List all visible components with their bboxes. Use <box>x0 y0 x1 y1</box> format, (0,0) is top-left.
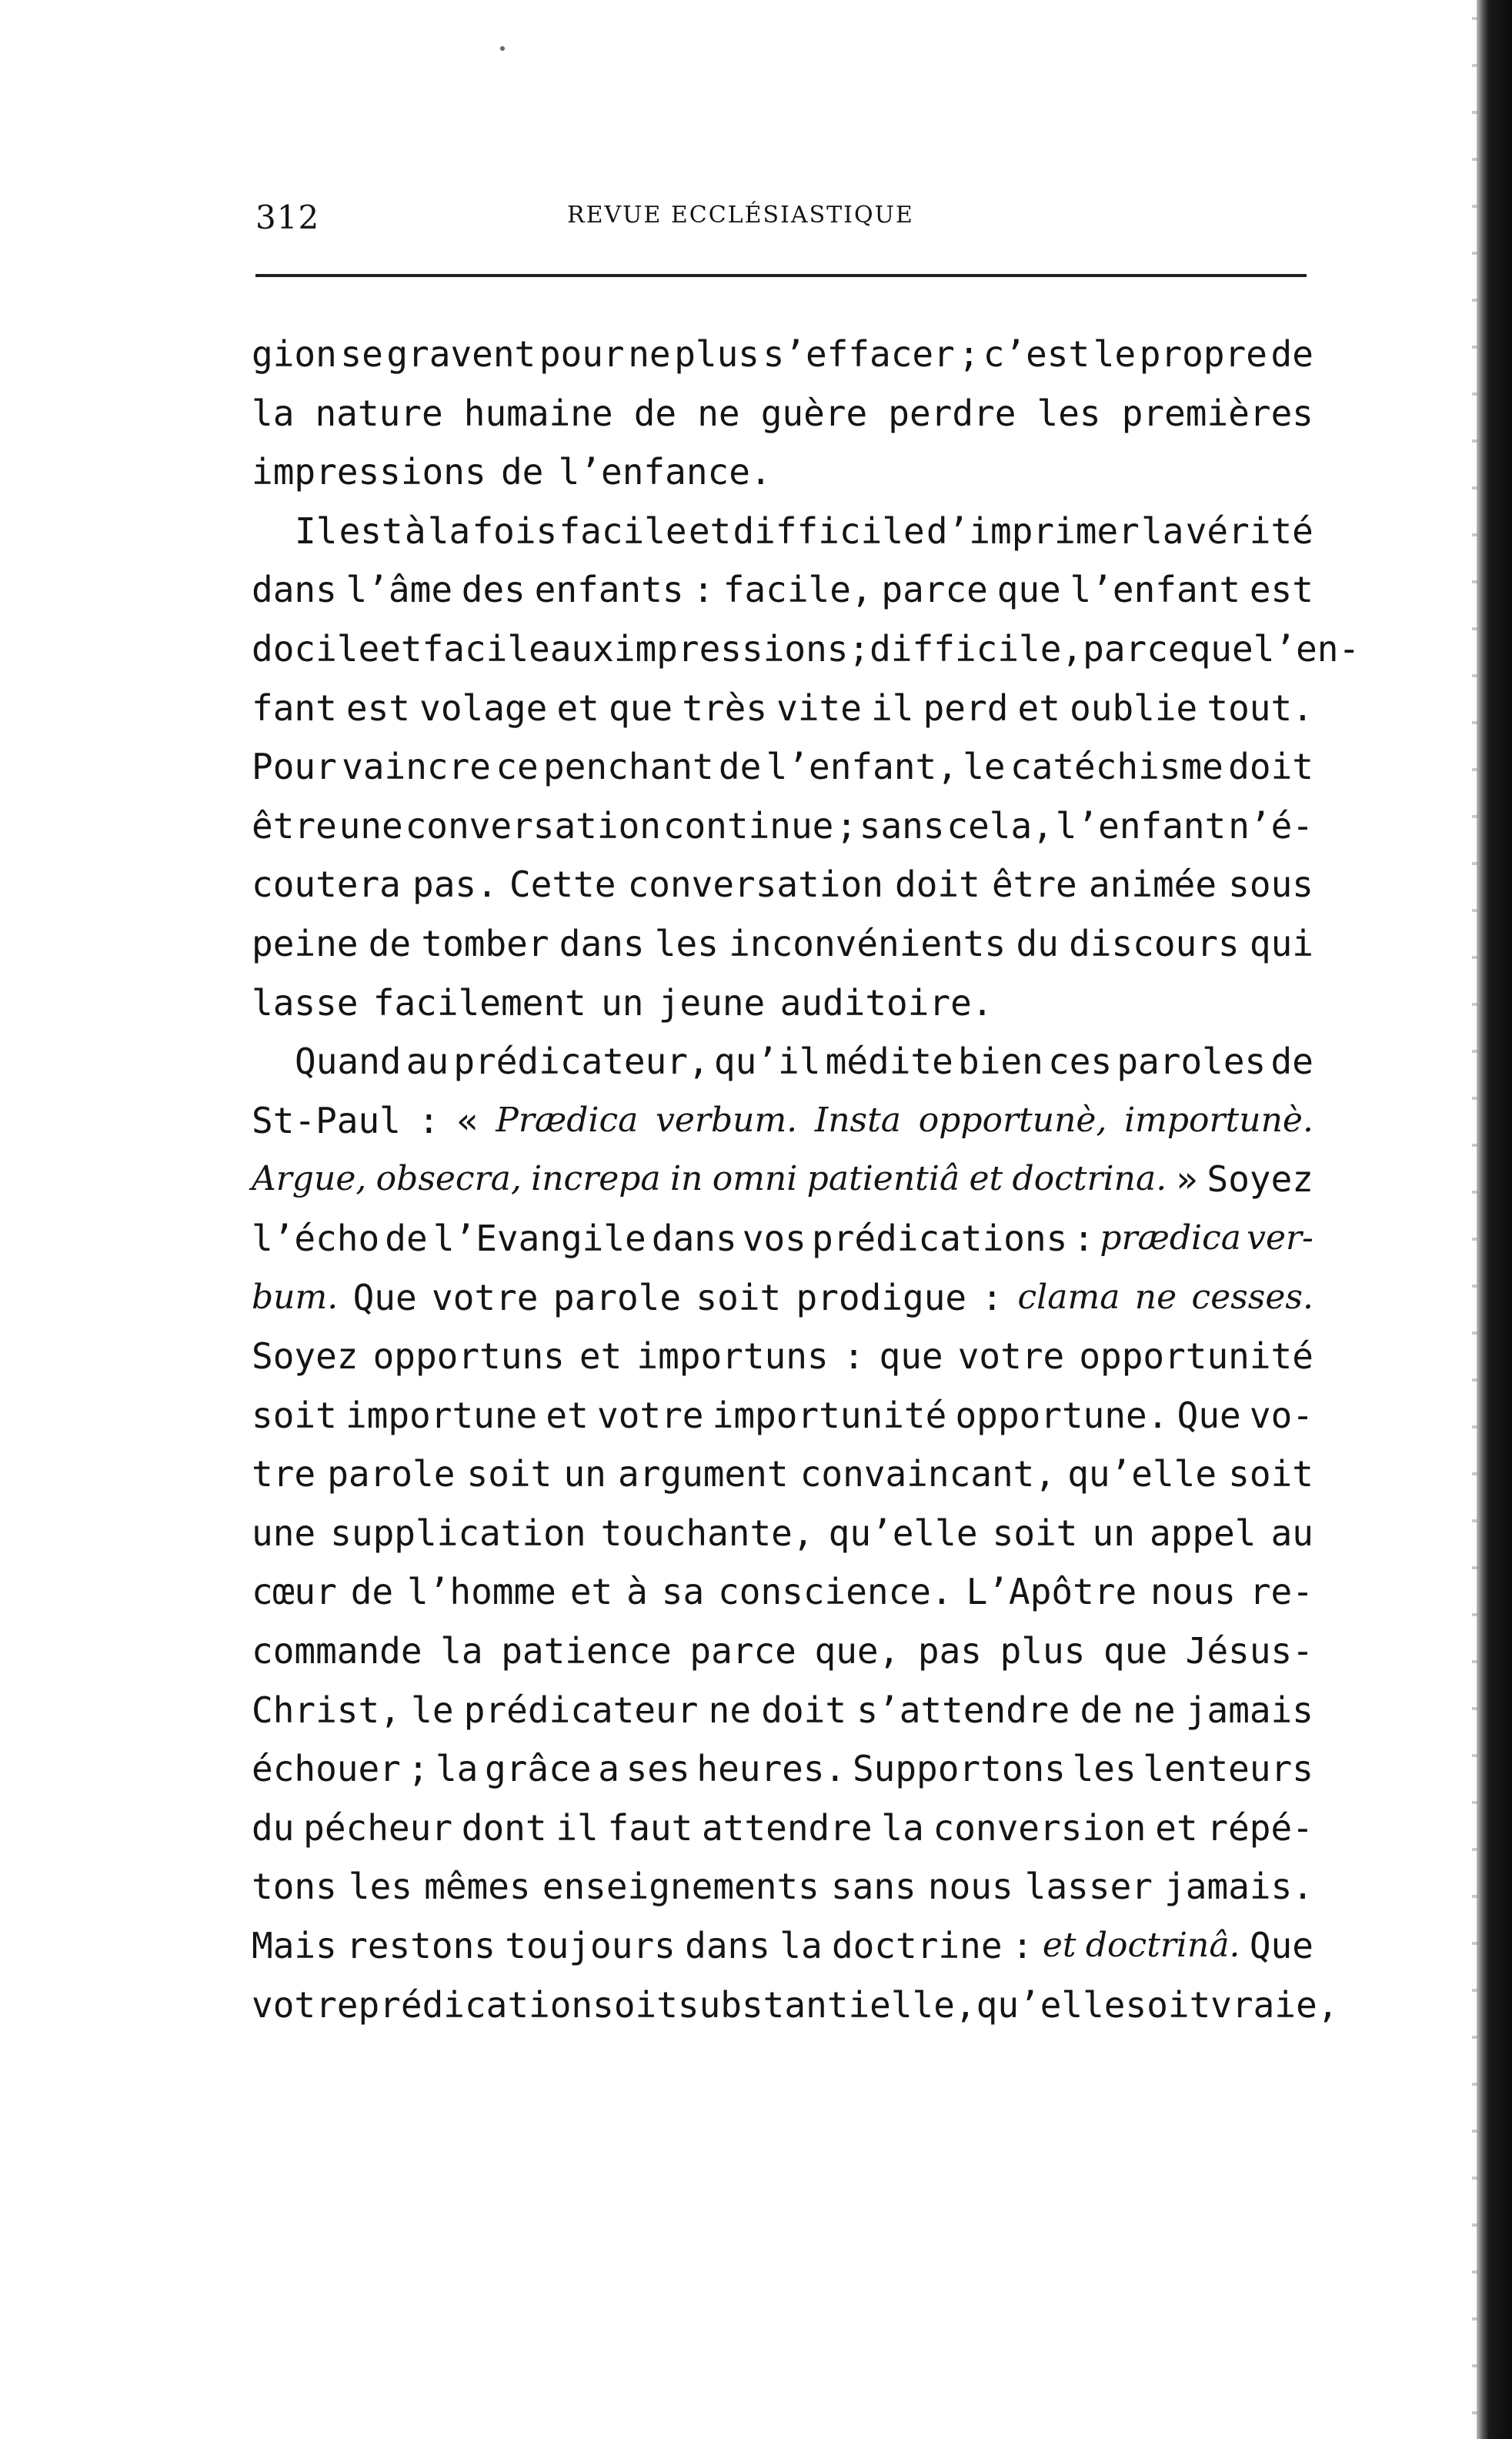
word: que <box>1103 1630 1168 1672</box>
word: facile <box>559 510 687 552</box>
text-line <box>252 974 1313 1033</box>
word: sans <box>859 804 945 847</box>
word: substantielle, <box>677 1983 976 2026</box>
word: opportunité <box>1079 1335 1313 1378</box>
word: vo- <box>1249 1394 1313 1436</box>
word: vaincre <box>342 746 491 788</box>
italic-word: doctrinâ. <box>1085 1926 1240 1966</box>
word: a <box>598 1748 619 1790</box>
word: s’attendre <box>856 1689 1070 1731</box>
word: le <box>963 746 1006 788</box>
word: qu’elle <box>828 1512 978 1554</box>
word: très <box>682 687 768 729</box>
word: et <box>556 687 599 729</box>
scan-edge-shadow <box>1477 0 1512 2439</box>
word: gion <box>252 333 337 375</box>
word: appel <box>1150 1512 1257 1554</box>
text-line <box>252 1799 1313 1858</box>
word: qui <box>1249 922 1313 964</box>
word: auditoire. <box>779 981 993 1024</box>
word: et <box>569 1571 613 1613</box>
word: importuns <box>636 1335 829 1378</box>
header-rule <box>255 274 1307 277</box>
word: du <box>252 1806 295 1849</box>
word: parole <box>327 1453 456 1495</box>
word: votre <box>596 1394 704 1436</box>
word: Quand <box>295 1041 402 1083</box>
word: jamais <box>1185 1689 1313 1731</box>
word: et <box>579 1335 622 1378</box>
text-line <box>252 1091 1313 1151</box>
word: Cette <box>509 864 616 906</box>
word: parce <box>1083 627 1190 670</box>
word: Pour <box>252 746 337 788</box>
word: » <box>1176 1158 1198 1201</box>
italic-word: bum. <box>252 1277 339 1317</box>
word: vérité <box>1185 510 1313 552</box>
word: dans <box>559 922 645 964</box>
word: la <box>427 510 471 552</box>
word: L’Apôtre <box>966 1571 1137 1613</box>
word: qu’il <box>713 1041 821 1083</box>
word: facile, <box>723 569 873 611</box>
word: et <box>1017 687 1060 729</box>
word: tons <box>252 1866 337 1908</box>
word: ; <box>836 804 857 847</box>
word: parole <box>552 1276 682 1318</box>
word: au <box>1270 1512 1313 1554</box>
italic-word: prædica <box>1100 1218 1241 1258</box>
text-line <box>252 1386 1313 1445</box>
word: soit <box>1228 1453 1313 1495</box>
text-line <box>252 737 1313 797</box>
word: médite <box>825 1041 953 1083</box>
word: sa <box>661 1571 705 1613</box>
word: : <box>1011 1925 1033 1967</box>
word: peine <box>252 922 359 964</box>
word: l’enfant <box>1070 569 1241 611</box>
word: la <box>440 1630 483 1672</box>
word: guère <box>760 392 868 434</box>
text-line <box>252 1857 1313 1916</box>
word: facile <box>422 627 550 670</box>
word: ne <box>1133 1689 1176 1731</box>
word: et <box>1155 1806 1198 1849</box>
word: difficile <box>733 510 925 552</box>
word: la <box>435 1748 479 1790</box>
text-line <box>252 1562 1313 1622</box>
word: tout. <box>1207 687 1313 729</box>
word: pas. <box>412 864 498 906</box>
word: prodigue <box>796 1276 967 1318</box>
word: la <box>1141 510 1184 552</box>
word: gravent <box>386 333 536 375</box>
word: : <box>981 1276 1003 1318</box>
word: vos <box>742 1217 806 1259</box>
italic-word: in <box>669 1159 703 1199</box>
text-line <box>252 620 1360 679</box>
word: inconvénients <box>729 922 1006 964</box>
word: Que <box>1249 1925 1313 1967</box>
text-line <box>252 797 1313 856</box>
word: enseignements <box>542 1866 819 1908</box>
word: penchant <box>543 746 714 788</box>
word: les <box>1036 392 1101 434</box>
text-line <box>252 1739 1313 1799</box>
word: grâce <box>485 1748 592 1790</box>
word: la <box>779 1925 823 1967</box>
word: fois <box>472 510 558 552</box>
word: fant <box>252 687 337 729</box>
text-line <box>252 1209 1313 1268</box>
italic-word: ne <box>1134 1277 1177 1317</box>
word: le <box>1093 333 1137 375</box>
word: votre <box>252 1983 359 2026</box>
text-line <box>252 679 1313 738</box>
word: ce <box>496 746 539 788</box>
word: argument <box>618 1453 789 1495</box>
text-line <box>252 502 1313 561</box>
word: répé- <box>1207 1806 1313 1849</box>
word: est <box>345 687 411 729</box>
word: commande <box>252 1630 422 1672</box>
word: de <box>368 922 412 964</box>
word: nous <box>927 1866 1013 1908</box>
running-title: REVUE ECCLÉSIASTIQUE <box>567 202 914 229</box>
word: mêmes <box>424 1866 531 1908</box>
word: à <box>404 510 426 552</box>
word: paroles <box>1116 1041 1267 1083</box>
word: animée <box>1088 864 1217 906</box>
word: conversation <box>627 864 883 906</box>
word: de <box>350 1571 394 1613</box>
word: Il <box>295 510 338 552</box>
word: pour <box>539 333 625 375</box>
word: Que <box>352 1276 417 1318</box>
italic-word: doctrina. <box>1012 1159 1167 1199</box>
word: lasse <box>252 981 359 1024</box>
word: de <box>385 1217 428 1259</box>
word: « <box>456 1099 479 1141</box>
word: le <box>411 1689 454 1731</box>
word: supplication <box>330 1512 586 1554</box>
word: bien <box>958 1041 1043 1083</box>
word: que <box>996 569 1061 611</box>
word: docile <box>252 627 380 670</box>
text-line <box>252 855 1313 914</box>
word: coutera <box>252 864 401 906</box>
word: : <box>1073 1217 1095 1259</box>
italic-word: increpa <box>531 1159 661 1199</box>
word: l’écho <box>252 1217 380 1259</box>
word: sans <box>830 1866 916 1908</box>
word: ces <box>1048 1041 1113 1083</box>
word: dans <box>252 569 337 611</box>
word: prédicateur <box>463 1689 699 1731</box>
word: Que <box>1177 1394 1241 1436</box>
word: ne <box>628 333 671 375</box>
word: perd <box>923 687 1009 729</box>
word: la <box>252 392 295 434</box>
italic-word: importunè. <box>1124 1100 1313 1140</box>
italic-word: verbum. <box>656 1100 798 1140</box>
word: nature <box>315 392 443 434</box>
text-line <box>252 1268 1313 1328</box>
page-number: 312 <box>255 198 320 236</box>
word: soit <box>992 1512 1078 1554</box>
word: Mais <box>252 1925 337 1967</box>
word: un <box>601 981 644 1024</box>
word: jeune <box>658 981 766 1024</box>
word: que <box>879 1335 943 1378</box>
word: une <box>339 804 403 847</box>
word: facilement <box>372 981 586 1024</box>
text-line <box>252 1681 1313 1740</box>
italic-word: clama <box>1017 1277 1120 1317</box>
word: un <box>563 1453 606 1495</box>
word: de <box>718 746 762 788</box>
word: et <box>546 1394 589 1436</box>
word: cœur <box>252 1571 337 1613</box>
italic-word: ver- <box>1247 1218 1313 1258</box>
word: patience <box>501 1630 672 1672</box>
word: un <box>1092 1512 1135 1554</box>
word: re- <box>1249 1571 1313 1613</box>
word: qu’elle <box>976 1983 1126 2026</box>
word: humaine <box>463 392 613 434</box>
text-line <box>252 560 1313 620</box>
word: vraie, <box>1210 1983 1339 2026</box>
word: l’enfant, <box>766 746 958 788</box>
italic-word: et <box>969 1159 1003 1199</box>
word: votre <box>432 1276 539 1318</box>
word: attendre <box>702 1806 873 1849</box>
word: il <box>556 1806 599 1849</box>
word: pécheur <box>303 1806 453 1849</box>
word: l’en- <box>1253 627 1360 670</box>
word: soit <box>1125 1983 1211 2026</box>
word: continue <box>663 804 834 847</box>
word: être <box>252 804 337 847</box>
word: difficile, <box>869 627 1083 670</box>
word: vite <box>776 687 862 729</box>
word: que, <box>814 1630 900 1672</box>
text-line <box>252 325 1313 384</box>
text-line <box>252 384 1313 443</box>
word: opportuns <box>372 1335 565 1378</box>
word: d’imprimer <box>926 510 1140 552</box>
word: votre <box>957 1335 1065 1378</box>
word: Christ, <box>252 1689 401 1731</box>
word: et <box>688 510 732 552</box>
word: à <box>626 1571 648 1613</box>
italic-word: cesses. <box>1191 1277 1313 1317</box>
word: de <box>1270 333 1313 375</box>
text-line <box>252 1150 1313 1209</box>
word: soit <box>466 1453 552 1495</box>
italic-word: Argue, <box>252 1159 367 1199</box>
word: une <box>252 1512 316 1554</box>
word: lasser <box>1024 1866 1153 1908</box>
italic-word: omni <box>712 1159 798 1199</box>
word: ; <box>848 627 870 670</box>
word: de <box>633 392 677 434</box>
word: qu’elle <box>1067 1453 1217 1495</box>
word: la <box>881 1806 924 1849</box>
word: doit <box>1228 746 1313 788</box>
word: cela, <box>946 804 1053 847</box>
italic-word: opportunè, <box>918 1100 1107 1140</box>
word: prédication <box>358 1983 593 2026</box>
word: est <box>339 510 403 552</box>
word: impressions <box>252 451 486 493</box>
word: parce <box>881 569 988 611</box>
word: ses <box>626 1748 690 1790</box>
word: pas <box>917 1630 982 1672</box>
word: se <box>340 333 383 375</box>
word: faut <box>607 1806 693 1849</box>
text-line <box>252 1032 1313 1091</box>
word: parce <box>689 1630 796 1672</box>
word: que <box>1189 627 1253 670</box>
word: les <box>348 1866 413 1908</box>
word: l’âme <box>345 569 453 611</box>
word: l’enfant <box>1055 804 1227 847</box>
word: il <box>871 687 914 729</box>
word: impressions <box>613 627 849 670</box>
word: lenteurs <box>1143 1748 1313 1790</box>
word: Jésus- <box>1185 1630 1313 1672</box>
word: de <box>1080 1689 1123 1731</box>
word: des <box>461 569 526 611</box>
word: jamais. <box>1164 1866 1313 1908</box>
word: opportune. <box>955 1394 1169 1436</box>
word: dans <box>685 1925 770 1967</box>
word: prédications <box>812 1217 1068 1259</box>
word: échouer <box>252 1748 401 1790</box>
word: dont <box>461 1806 547 1849</box>
word: ; <box>407 1748 429 1790</box>
word: l’homme <box>407 1571 556 1613</box>
text-line <box>252 1445 1313 1504</box>
word: l’enfance. <box>558 451 772 493</box>
word: soit <box>592 1983 678 2026</box>
word: c’est <box>983 333 1090 375</box>
word: être <box>991 864 1077 906</box>
word: est <box>1249 569 1313 611</box>
text-line <box>252 1327 1313 1386</box>
word: les <box>1072 1748 1137 1790</box>
word: ne <box>697 392 740 434</box>
italic-word: Insta <box>814 1100 902 1140</box>
word: restons <box>346 1925 496 1967</box>
word: l’Evangile <box>432 1217 646 1259</box>
word: importune <box>345 1394 538 1436</box>
word: plus <box>1000 1630 1086 1672</box>
word: soit <box>696 1276 782 1318</box>
scan-dot <box>500 46 505 51</box>
word: toujours <box>505 1925 676 1967</box>
text-line <box>252 1976 1339 2035</box>
text-line <box>252 914 1313 974</box>
word: St-Paul <box>252 1099 401 1141</box>
word: et <box>379 627 422 670</box>
page-header <box>255 194 1307 240</box>
word: oublie <box>1070 687 1198 729</box>
word: heures. <box>696 1748 846 1790</box>
word: du <box>1016 922 1059 964</box>
text-line <box>252 1916 1313 1976</box>
italic-word: patientiâ <box>806 1159 960 1199</box>
word: dans <box>651 1217 737 1259</box>
scan-edge-specks <box>1472 0 1478 2439</box>
word: discours <box>1069 922 1240 964</box>
word: tre <box>252 1453 316 1495</box>
body-text <box>252 325 1360 2034</box>
word: importunité <box>712 1394 947 1436</box>
word: conversation <box>405 804 661 847</box>
word: aux <box>549 627 614 670</box>
text-line <box>252 443 1313 502</box>
word: doit <box>895 864 980 906</box>
italic-word: obsecra, <box>375 1159 522 1199</box>
text-line <box>252 1504 1313 1563</box>
word: ; <box>958 333 980 375</box>
word: conscience. <box>718 1571 953 1613</box>
word: tomber <box>421 922 549 964</box>
word: au <box>406 1041 449 1083</box>
word: volage <box>419 687 548 729</box>
word: propre <box>1139 333 1267 375</box>
word: : <box>693 569 714 611</box>
word: doctrine <box>831 1925 1003 1967</box>
word: : <box>418 1099 440 1141</box>
word: sous <box>1228 864 1313 906</box>
word: premières <box>1121 392 1313 434</box>
word: conversion <box>933 1806 1147 1849</box>
word: Soyez <box>252 1335 359 1378</box>
word: ne <box>708 1689 752 1731</box>
word: que <box>609 687 673 729</box>
word: de <box>1270 1041 1313 1083</box>
word: catéchisme <box>1010 746 1223 788</box>
text-line <box>252 1622 1313 1681</box>
word: : <box>843 1335 865 1378</box>
word: touchante, <box>600 1512 814 1554</box>
word: plus <box>674 333 759 375</box>
word: perdre <box>888 392 1016 434</box>
word: les <box>654 922 719 964</box>
word: doit <box>761 1689 847 1731</box>
word: n’é- <box>1228 804 1313 847</box>
word: soit <box>252 1394 337 1436</box>
word: enfants <box>534 569 684 611</box>
italic-word: Prædica <box>496 1100 639 1140</box>
word: de <box>500 451 544 493</box>
italic-word: et <box>1042 1926 1076 1966</box>
word: nous <box>1150 1571 1236 1613</box>
word: Supportons <box>852 1748 1066 1790</box>
word: s’effacer <box>763 333 955 375</box>
word: Soyez <box>1207 1158 1313 1201</box>
word: prédicateur, <box>453 1041 709 1083</box>
word: convaincant, <box>799 1453 1056 1495</box>
